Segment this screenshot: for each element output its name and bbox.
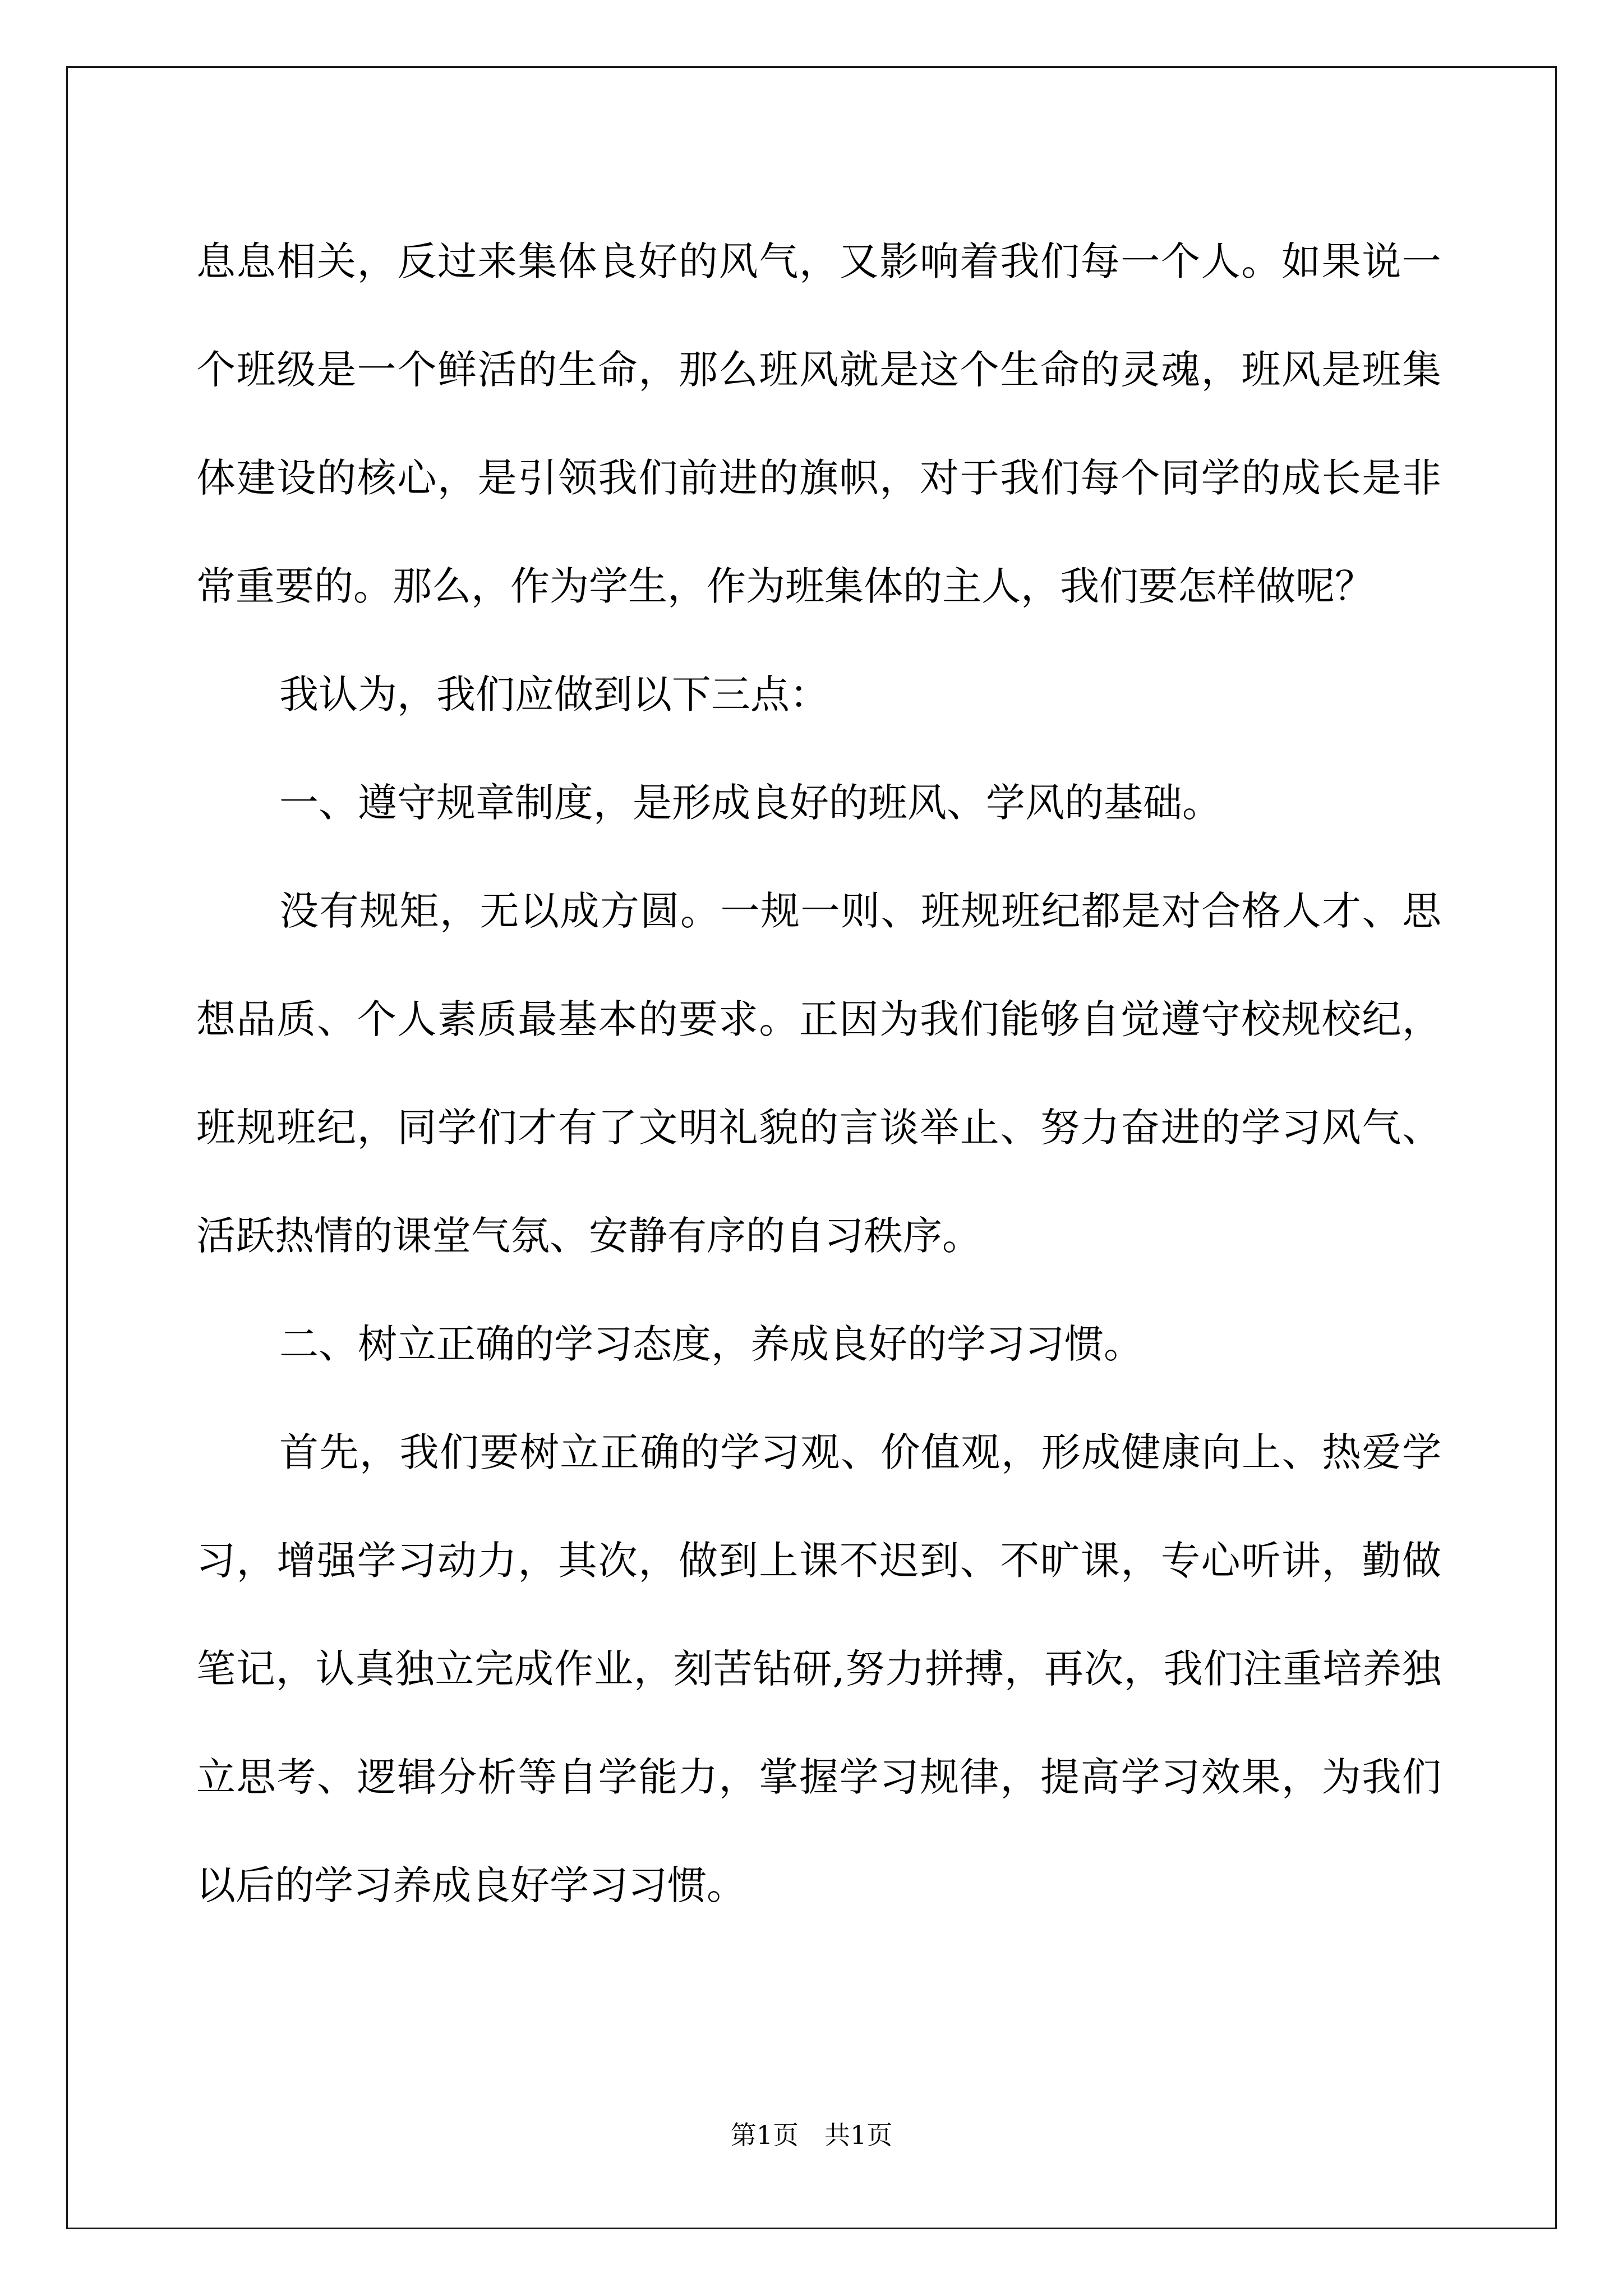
paragraph-4: 没有规矩，无以成方圆。一规一则、班规班纪都是对合格人才、思想品质、个人素质最基本的要求。正因为我们能够自觉遵守校规校纪，班规班纪，同学们才有了文明礼貌的言谈举止、努力奋进的学习风气、活跃热情的课堂气氛、安静有序的自习秩序。	[196, 888, 1441, 1259]
paragraph-2: 我认为，我们应做到以下三点：	[279, 671, 829, 717]
paragraph-5-heading-two: 二、树立正确的学习态度，养成良好的学习习惯。	[279, 1321, 1143, 1367]
page-number-footer: 第1页 共1页	[730, 2120, 893, 2150]
paragraph-3-heading-one: 一、遵守规章制度，是形成良好的班风、学风的基础。	[279, 780, 1221, 826]
paragraph-1: 息息相关，反过来集体良好的风气，又影响着我们每一个人。如果说一个班级是一个鲜活的生命，那么班风就是这个生命的灵魂，班风是班集体建设的核心，是引领我们前进的旗帜，对于我们每个同学的成长是非常重要的。那么，作为学生，作为班集体的主人，我们要怎样做呢？	[196, 238, 1441, 609]
paragraph-6: 首先，我们要树立正确的学习观、价值观，形成健康向上、热爱学习，增强学习动力，其次，做到上课不迟到、不旷课，专心听讲，勤做笔记，认真独立完成作业，刻苦钻研,努力拼搏，再次，我们注重培养独立思考、逻辑分析等自学能力，掌握学习规律，提高学习效果，为我们以后的学习养成良好学习习惯。	[196, 1429, 1441, 1908]
document-body	[196, 208, 1441, 1940]
